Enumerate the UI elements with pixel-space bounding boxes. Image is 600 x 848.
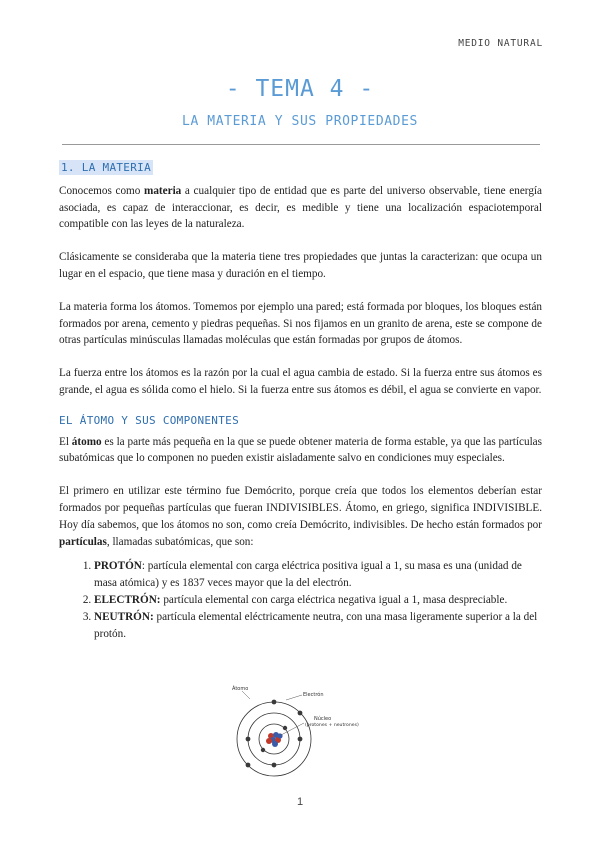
electron	[246, 737, 251, 742]
diagram-label-nucleus: Núcleo	[314, 716, 332, 722]
document-header: MEDIO NATURAL	[458, 38, 543, 49]
electron	[272, 763, 277, 768]
page-subtitle: LA MATERIA Y SUS PROPIEDADES	[182, 114, 418, 129]
section-heading-atomo: EL ÁTOMO Y SUS COMPONENTES	[59, 413, 239, 427]
list-item: 1. PROTÓN: partícula elemental con carga eléctrica positiva igual a 1, su masa es una (unidad de masa atómica) y es 1837 veces mayor que la del electrón.	[94, 558, 542, 592]
diagram-label-electron: Electrón	[303, 692, 324, 698]
paragraph-materia-definition: Conocemos como materia a cualquier tipo de entidad que es parte del universo observable, tiene energía asociada, es capaz de interaccionar, es decir, es medible y tiene una localización espaciotemporal compatible con las leyes de la naturaleza.	[59, 184, 543, 231]
list-item: 2. ELECTRÓN: partícula elemental con carga eléctrica negativa igual a 1, masa despreciable.	[94, 592, 542, 609]
leader-line	[286, 695, 302, 700]
neutron	[277, 733, 282, 738]
electron	[261, 748, 265, 752]
page-number: 1	[296, 796, 304, 808]
list-item: 3. NEUTRÓN: partícula elemental eléctricamente neutra, con una masa ligeramente superior a la del protón.	[94, 609, 542, 643]
bold-term-atomo: átomo	[71, 435, 102, 448]
bold-term-particulas: partículas	[59, 535, 107, 548]
document-body	[59, 160, 542, 642]
electron	[272, 700, 277, 705]
paragraph-atom-definition: El átomo es la parte más pequeña en la que se puede obtener materia de forma estable, ya que las partículas subatómicas que lo componen no pueden existir aisladamente salvo en condiciones muy especiales.	[59, 435, 542, 465]
electron	[298, 711, 303, 716]
electron	[298, 737, 303, 742]
diagram-label-atom: Átomo	[232, 686, 249, 692]
nucleus	[266, 732, 283, 747]
page-title: - TEMA 4 -	[225, 76, 375, 102]
electron	[246, 763, 251, 768]
atom-diagram	[232, 683, 360, 780]
subatomic-particles-list	[59, 558, 542, 642]
electron	[283, 726, 287, 730]
paragraph-materia-properties: Clásicamente se consideraba que la materia tiene tres propiedades que juntas la caracterizan: que ocupa un lugar en el espacio, que tiene masa y duración en el tiempo.	[59, 251, 542, 280]
bold-term-materia: materia	[144, 184, 182, 197]
leader-line	[242, 691, 250, 699]
paragraph-democritus: El primero en utilizar este término fue Demócrito, porque creía que todos los elementos deberían estar formados por pequeñas partículas que fueran INDIVISIBLES. Átomo, en griego, significa INDIVISIBLE. Hoy día sabemos, que los átomos no son, como creía Demócrito, indivisibles. De hecho están formados por partículas, llamadas subatómicas, que son:	[59, 485, 542, 548]
neutron	[272, 741, 278, 747]
diagram-label-nucleus-detail: (protones + neutrones)	[305, 723, 359, 728]
atom-diagram-svg	[232, 683, 360, 780]
heading-highlight: 1. LA MATERIA	[61, 161, 151, 174]
title-divider	[62, 144, 540, 145]
proton	[266, 738, 272, 744]
section-heading-materia	[59, 160, 542, 177]
paragraph-water-states: La fuerza entre los átomos es la razón por la cual el agua cambia de estado. Si la fuerza entre sus átomos es grande, el agua es sólida como el hielo. Si la fuerza entre sus átomos es débil, el agua se convierte en vapor.	[59, 367, 542, 396]
paragraph-materia-atoms: La materia forma los átomos. Tomemos por ejemplo una pared; está formada por bloques, los bloques están formados por arena, cemento y piedras pequeñas. Si nos fijamos en un granito de arena, este se compone de otras partículas minúsculas llamadas moléculas que están formadas por grupos de átomos.	[59, 300, 542, 347]
